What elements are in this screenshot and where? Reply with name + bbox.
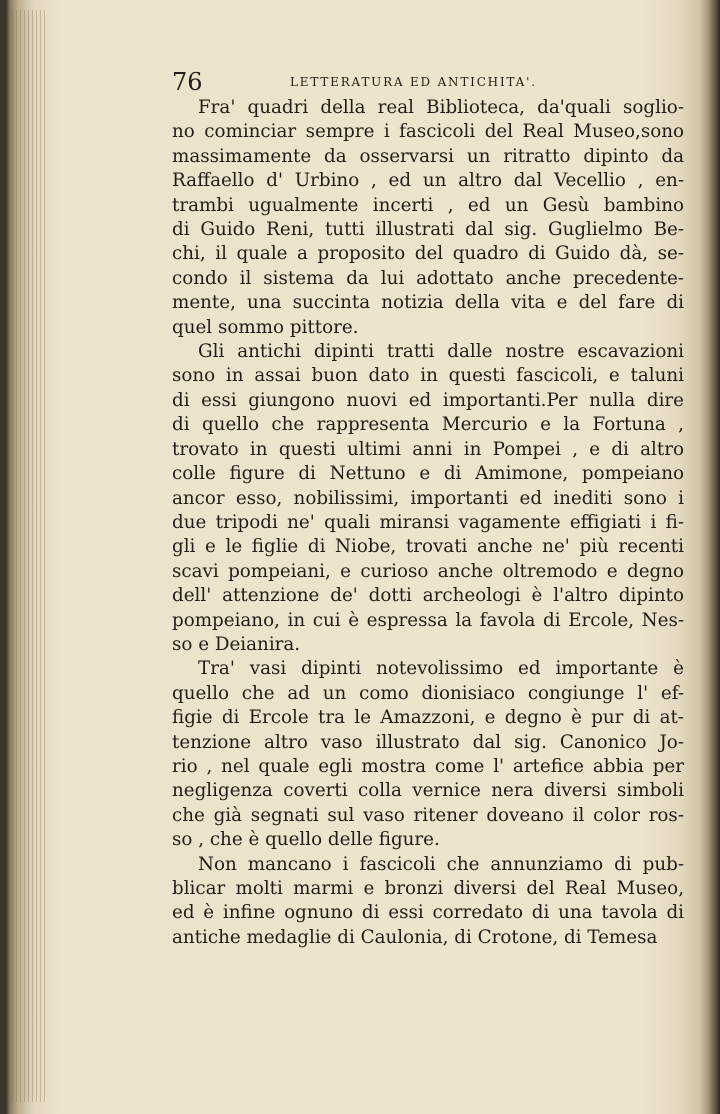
text-line: gli e le figlie di Niobe, trovati anche ne' più recenti xyxy=(172,536,684,558)
page-edges xyxy=(8,10,48,1102)
paragraph xyxy=(172,96,684,340)
text-line: di quello che rappresenta Mercurio e la Fortuna , xyxy=(172,414,684,436)
text-line: quel sommo pittore. xyxy=(172,316,359,338)
paragraph xyxy=(172,657,684,852)
text-line: negligenza coverti colla vernice nera diversi simboli xyxy=(172,780,684,802)
text-line: sono in assai buon dato in questi fascicoli, e taluni xyxy=(172,365,684,387)
text-line: rio , nel quale egli mostra come l' artefice abbia per xyxy=(172,755,684,777)
text-line: Raffaello d' Urbino , ed un altro dal Vecellio , en- xyxy=(172,170,684,192)
text-line: colle figure di Nettuno e di Amimone, pompeiano xyxy=(172,463,684,485)
binding-edge xyxy=(698,0,720,1114)
body-text xyxy=(172,96,684,950)
text-line: dell' attenzione de' dotti archeologi è l'altro dipinto xyxy=(172,585,684,607)
page-content xyxy=(172,68,684,950)
text-line: chi, il quale a proposito del quadro di Guido dà, se- xyxy=(172,243,684,265)
text-line: trovato in questi ultimi anni in Pompei , e di altro xyxy=(172,438,684,460)
text-line: Tra' vasi dipinti notevolissimo ed importante è xyxy=(198,658,684,680)
text-line: Non mancano i fascicoli che annunziamo di pub- xyxy=(198,853,684,875)
text-line: figie di Ercole tra le Amazzoni, e degno è pur di at- xyxy=(172,707,684,729)
text-line: quello che ad un como dionisiaco congiunge l' ef- xyxy=(172,682,684,704)
text-line: che già segnati sul vaso ritener doveano il color ros- xyxy=(172,804,684,826)
text-line: antiche medaglie di Caulonia, di Crotone, di Temesa xyxy=(172,926,658,948)
text-line: Fra' quadri della real Biblioteca, da'quali soglio- xyxy=(198,97,684,118)
text-line: pompeiano, in cui è espressa la favola di Ercole, Nes- xyxy=(172,609,684,631)
text-line: trambi ugualmente incerti , ed un Gesù bambino xyxy=(172,194,684,216)
text-line: scavi pompeiani, e curioso anche oltremodo e degno xyxy=(172,560,684,582)
text-line: mente, una succinta notizia della vita e del fare di xyxy=(172,292,684,314)
text-line: no cominciar sempre i fascicoli del Real Museo,sono xyxy=(172,121,684,143)
text-line: ancor esso, nobilissimi, importanti ed inediti sono i xyxy=(172,487,684,509)
text-line: so , che è quello delle figure. xyxy=(172,829,440,851)
text-line: blicar molti marmi e bronzi diversi del Real Museo, xyxy=(172,878,684,899)
text-line: ed è infine ognuno di essi corredato di una tavola di xyxy=(172,902,684,924)
text-line: so e Deianira. xyxy=(172,633,301,655)
running-head: LETTERATURA ED ANTICHITA'. xyxy=(290,75,537,89)
text-line: di Guido Reni, tutti illustrati dal sig. Guglielmo Be- xyxy=(172,219,684,241)
page-header xyxy=(172,68,684,96)
text-line: massimamente da osservarsi un ritratto dipinto da xyxy=(172,145,684,167)
text-line: due tripodi ne' quali miransi vagamente effigiati i fi- xyxy=(172,511,684,533)
page-number: 76 xyxy=(172,68,203,96)
text-line: condo il sistema da lui adottato anche precedente- xyxy=(172,267,684,289)
text-line: Gli antichi dipinti tratti dalle nostre escavazioni xyxy=(198,341,684,363)
text-line: tenzione altro vaso illustrato dal sig. Canonico Jo- xyxy=(172,731,684,753)
paragraph xyxy=(172,340,684,657)
text-line: di essi giungono nuovi ed importanti.Per nulla dire xyxy=(172,389,684,411)
paragraph xyxy=(172,853,684,951)
